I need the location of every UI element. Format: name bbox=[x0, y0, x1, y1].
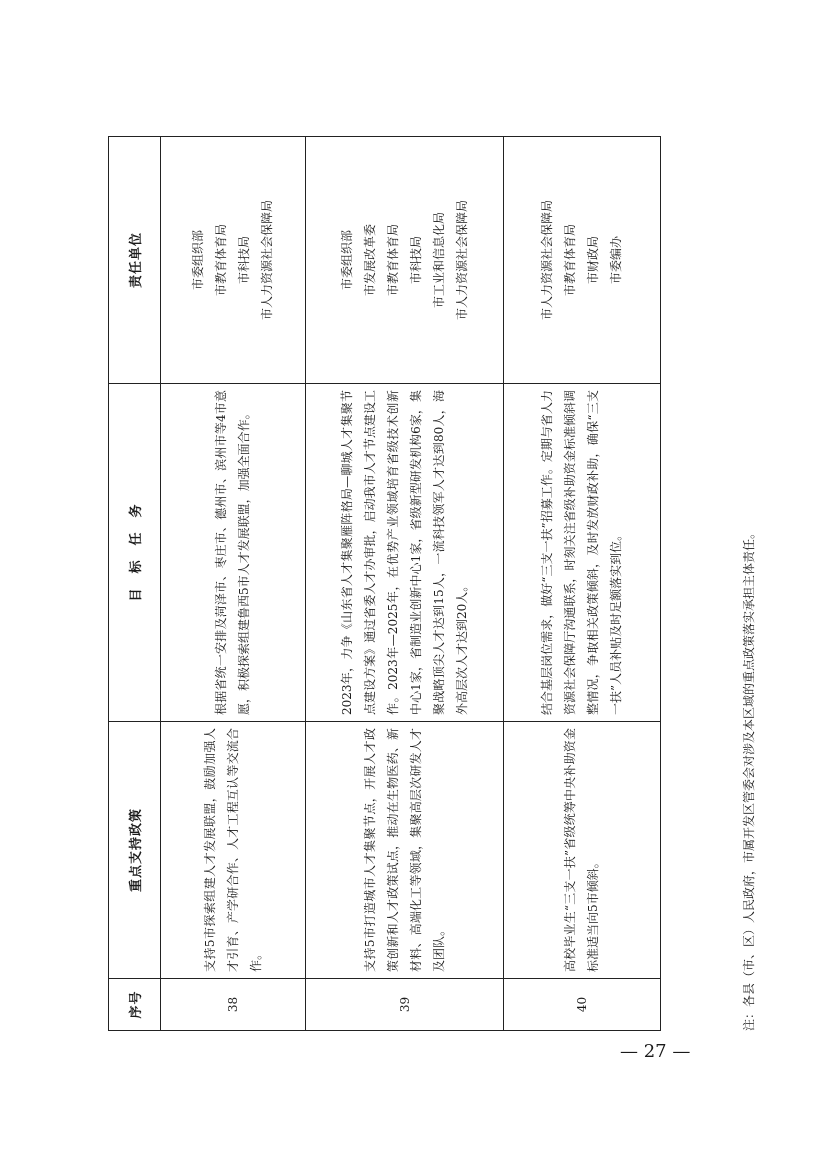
policy-table bbox=[108, 136, 661, 1031]
row-policy: 支持5市打造城市人才集聚节点，开展人才政策创新和人才政策试点，推动在生物医药、新材料、高端化工等领域，集聚高层次研发人才及团队。 bbox=[306, 722, 504, 979]
unit-item: 市人力资源社会保障局 bbox=[454, 200, 469, 321]
header-target: 目 标 任 务 bbox=[109, 384, 161, 722]
table-header-row bbox=[109, 137, 161, 1031]
unit-item: 市工业和信息化局 bbox=[431, 212, 446, 309]
row-policy: 支持5市探索组建人才发展联盟，鼓励加强人才引育、产学研合作、人才工程互认等交流合作。 bbox=[161, 722, 306, 979]
unit-item: 市委组织部 bbox=[339, 230, 354, 291]
header-policy: 重点支持政策 bbox=[109, 722, 161, 979]
header-no: 序号 bbox=[109, 979, 161, 1031]
unit-item: 市财政局 bbox=[586, 236, 600, 285]
unit-item: 市教育体育局 bbox=[385, 224, 400, 297]
unit-item: 市发展改革委 bbox=[362, 224, 377, 297]
row-no: 39 bbox=[306, 979, 504, 1031]
table-row bbox=[306, 137, 504, 1031]
row-policy: 高校毕业生“三支一扶”省级统筹中央补助资金标准适当向5市倾斜。 bbox=[504, 722, 661, 979]
row-no: 38 bbox=[161, 979, 306, 1031]
table-row bbox=[161, 137, 306, 1031]
unit-item: 市人力资源社会保障局 bbox=[260, 200, 274, 321]
unit-item: 市人力资源社会保障局 bbox=[540, 200, 554, 321]
row-target: 结合基层岗位需求，做好“三支一扶”招募工作。定期与省人力资源社会保障厅沟通联系，时刻关注省级补助资金标准倾斜调整情况，争取相关政策倾斜，及时发放财政补助，确保“三支一扶”人员补贴及时足额落实到位。 bbox=[504, 384, 661, 722]
page-number: — 27 — bbox=[620, 1041, 691, 1062]
unit-item: 市教育体育局 bbox=[214, 224, 228, 297]
row-target: 2023年，力争《山东省人才集聚雁阵格局—聊城人才集聚节点建设方案》通过省委人才办审批，启动我市人才节点建设工作。2023年—2025年，在优势产业领域培育省级技术创新中心1家，省制造业创新中心1家，省级新型研发机构6家，集聚战略顶尖人才达到15人，一流科技领军人才达到80人，海外高层次人才达到20人。 bbox=[306, 384, 504, 722]
row-units bbox=[504, 137, 661, 384]
header-unit: 责任单位 bbox=[109, 137, 161, 384]
row-target: 根据省统一安排及菏泽市、枣庄市、德州市、滨州市等4市意愿，积极探索组建鲁西5市人才发展联盟，加强全面合作。 bbox=[161, 384, 306, 722]
unit-item: 市委组织部 bbox=[191, 230, 205, 291]
unit-item: 市科技局 bbox=[237, 236, 251, 285]
table-note: 注：各县（市、区）人民政府，市属开发区管委会对涉及本区域的重点政策落实承担主体责任。 bbox=[742, 526, 756, 1031]
unit-item: 市科技局 bbox=[408, 236, 423, 285]
table-row bbox=[504, 137, 661, 1031]
row-no: 40 bbox=[504, 979, 661, 1031]
unit-item: 市委编办 bbox=[609, 236, 623, 285]
row-units bbox=[306, 137, 504, 384]
unit-item: 市教育体育局 bbox=[563, 224, 577, 297]
row-units bbox=[161, 137, 306, 384]
